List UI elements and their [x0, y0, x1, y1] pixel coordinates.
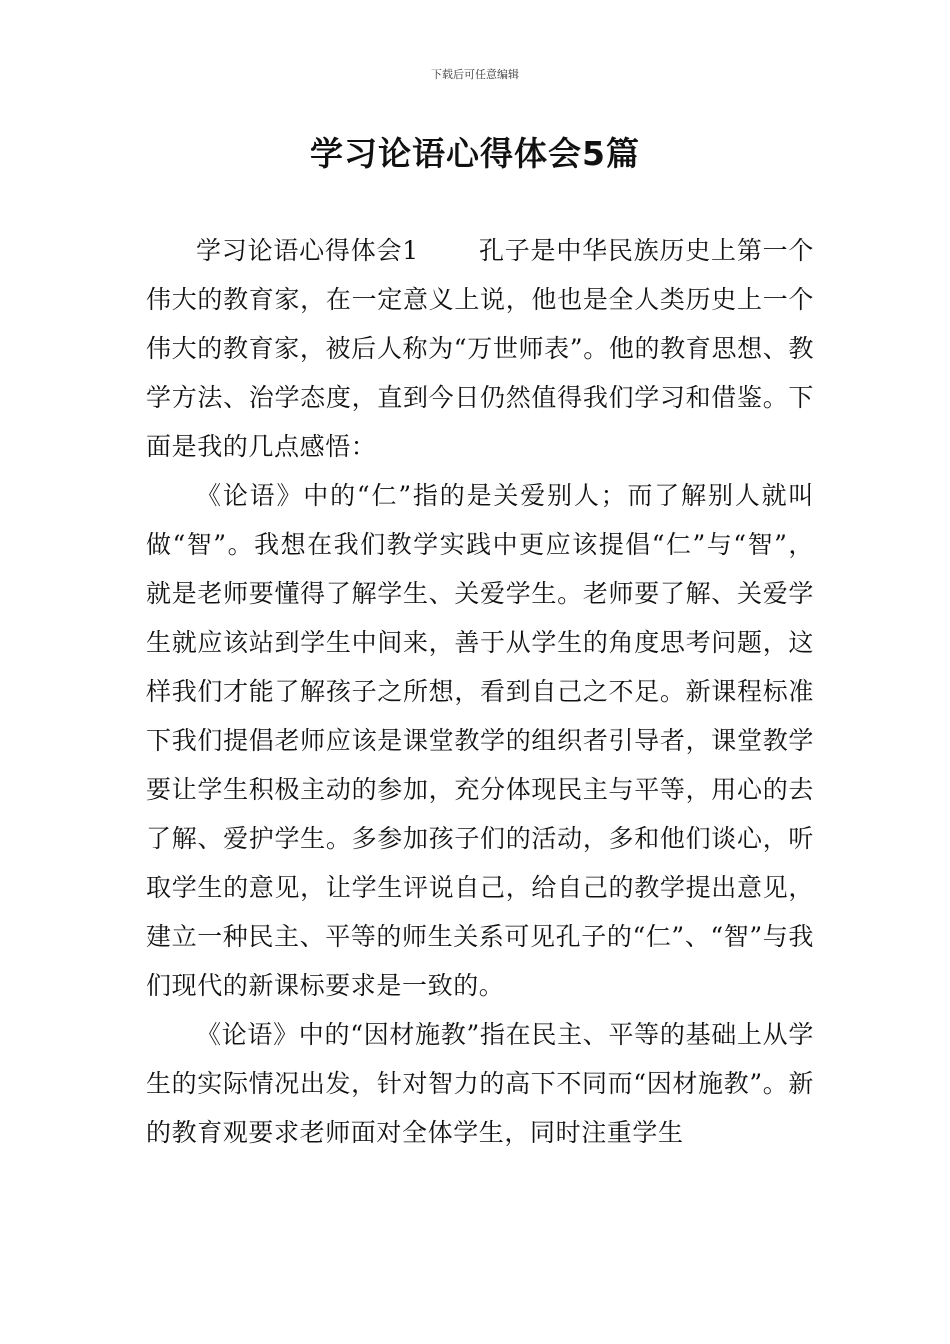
paragraph-intro — [146, 226, 814, 471]
document-title: 学习论语心得体会5篇 — [310, 134, 640, 173]
paragraph-2: 《论语》中的“仁”指的是关爱别人；而了解别人就叫做“智”。我想在我们教学实践中更应该提倡“仁”与“智”，就是老师要懂得了解学生、关爱学生。老师要了解、关爱学生就应该站到学生中间来，善于从学生的角度思考问题，这样我们才能了解孩子之所想，看到自己之不足。新课程标准下我们提倡老师应该是课堂教学的组织者引导者，课堂教学要让学生积极主动的参加，充分体现民主与平等，用心的去了解、爱护学生。多参加孩子们的活动，多和他们谈心，听取学生的意见，让学生评说自己，给自己的教学提出意见，建立一种民主、平等的师生关系可见孔子的“仁”、“智”与我们现代的新课标要求是一致的。 — [146, 481, 814, 1000]
paragraph-1-text: 孔子是中华民族历史上第一个伟大的教育家，在一定意义上说，他也是全人类历史上一个伟大的教育家，被后人称为“万世师表”。他的教育思想、教学方法、治学态度，直到今日仍然值得我们学习和借鉴。下面是我的几点感悟： — [146, 236, 814, 461]
download-note: 下载后可任意编辑 — [431, 68, 519, 81]
paragraph-3: 《论语》中的“因材施教”指在民主、平等的基础上从学生的实际情况出发，针对智力的高下不同而“因材施教”。新的教育观要求老师面对全体学生，同时注重学生 — [146, 1020, 814, 1147]
document-body — [146, 226, 814, 1157]
section-heading: 学习论语心得体会1 — [196, 236, 419, 265]
